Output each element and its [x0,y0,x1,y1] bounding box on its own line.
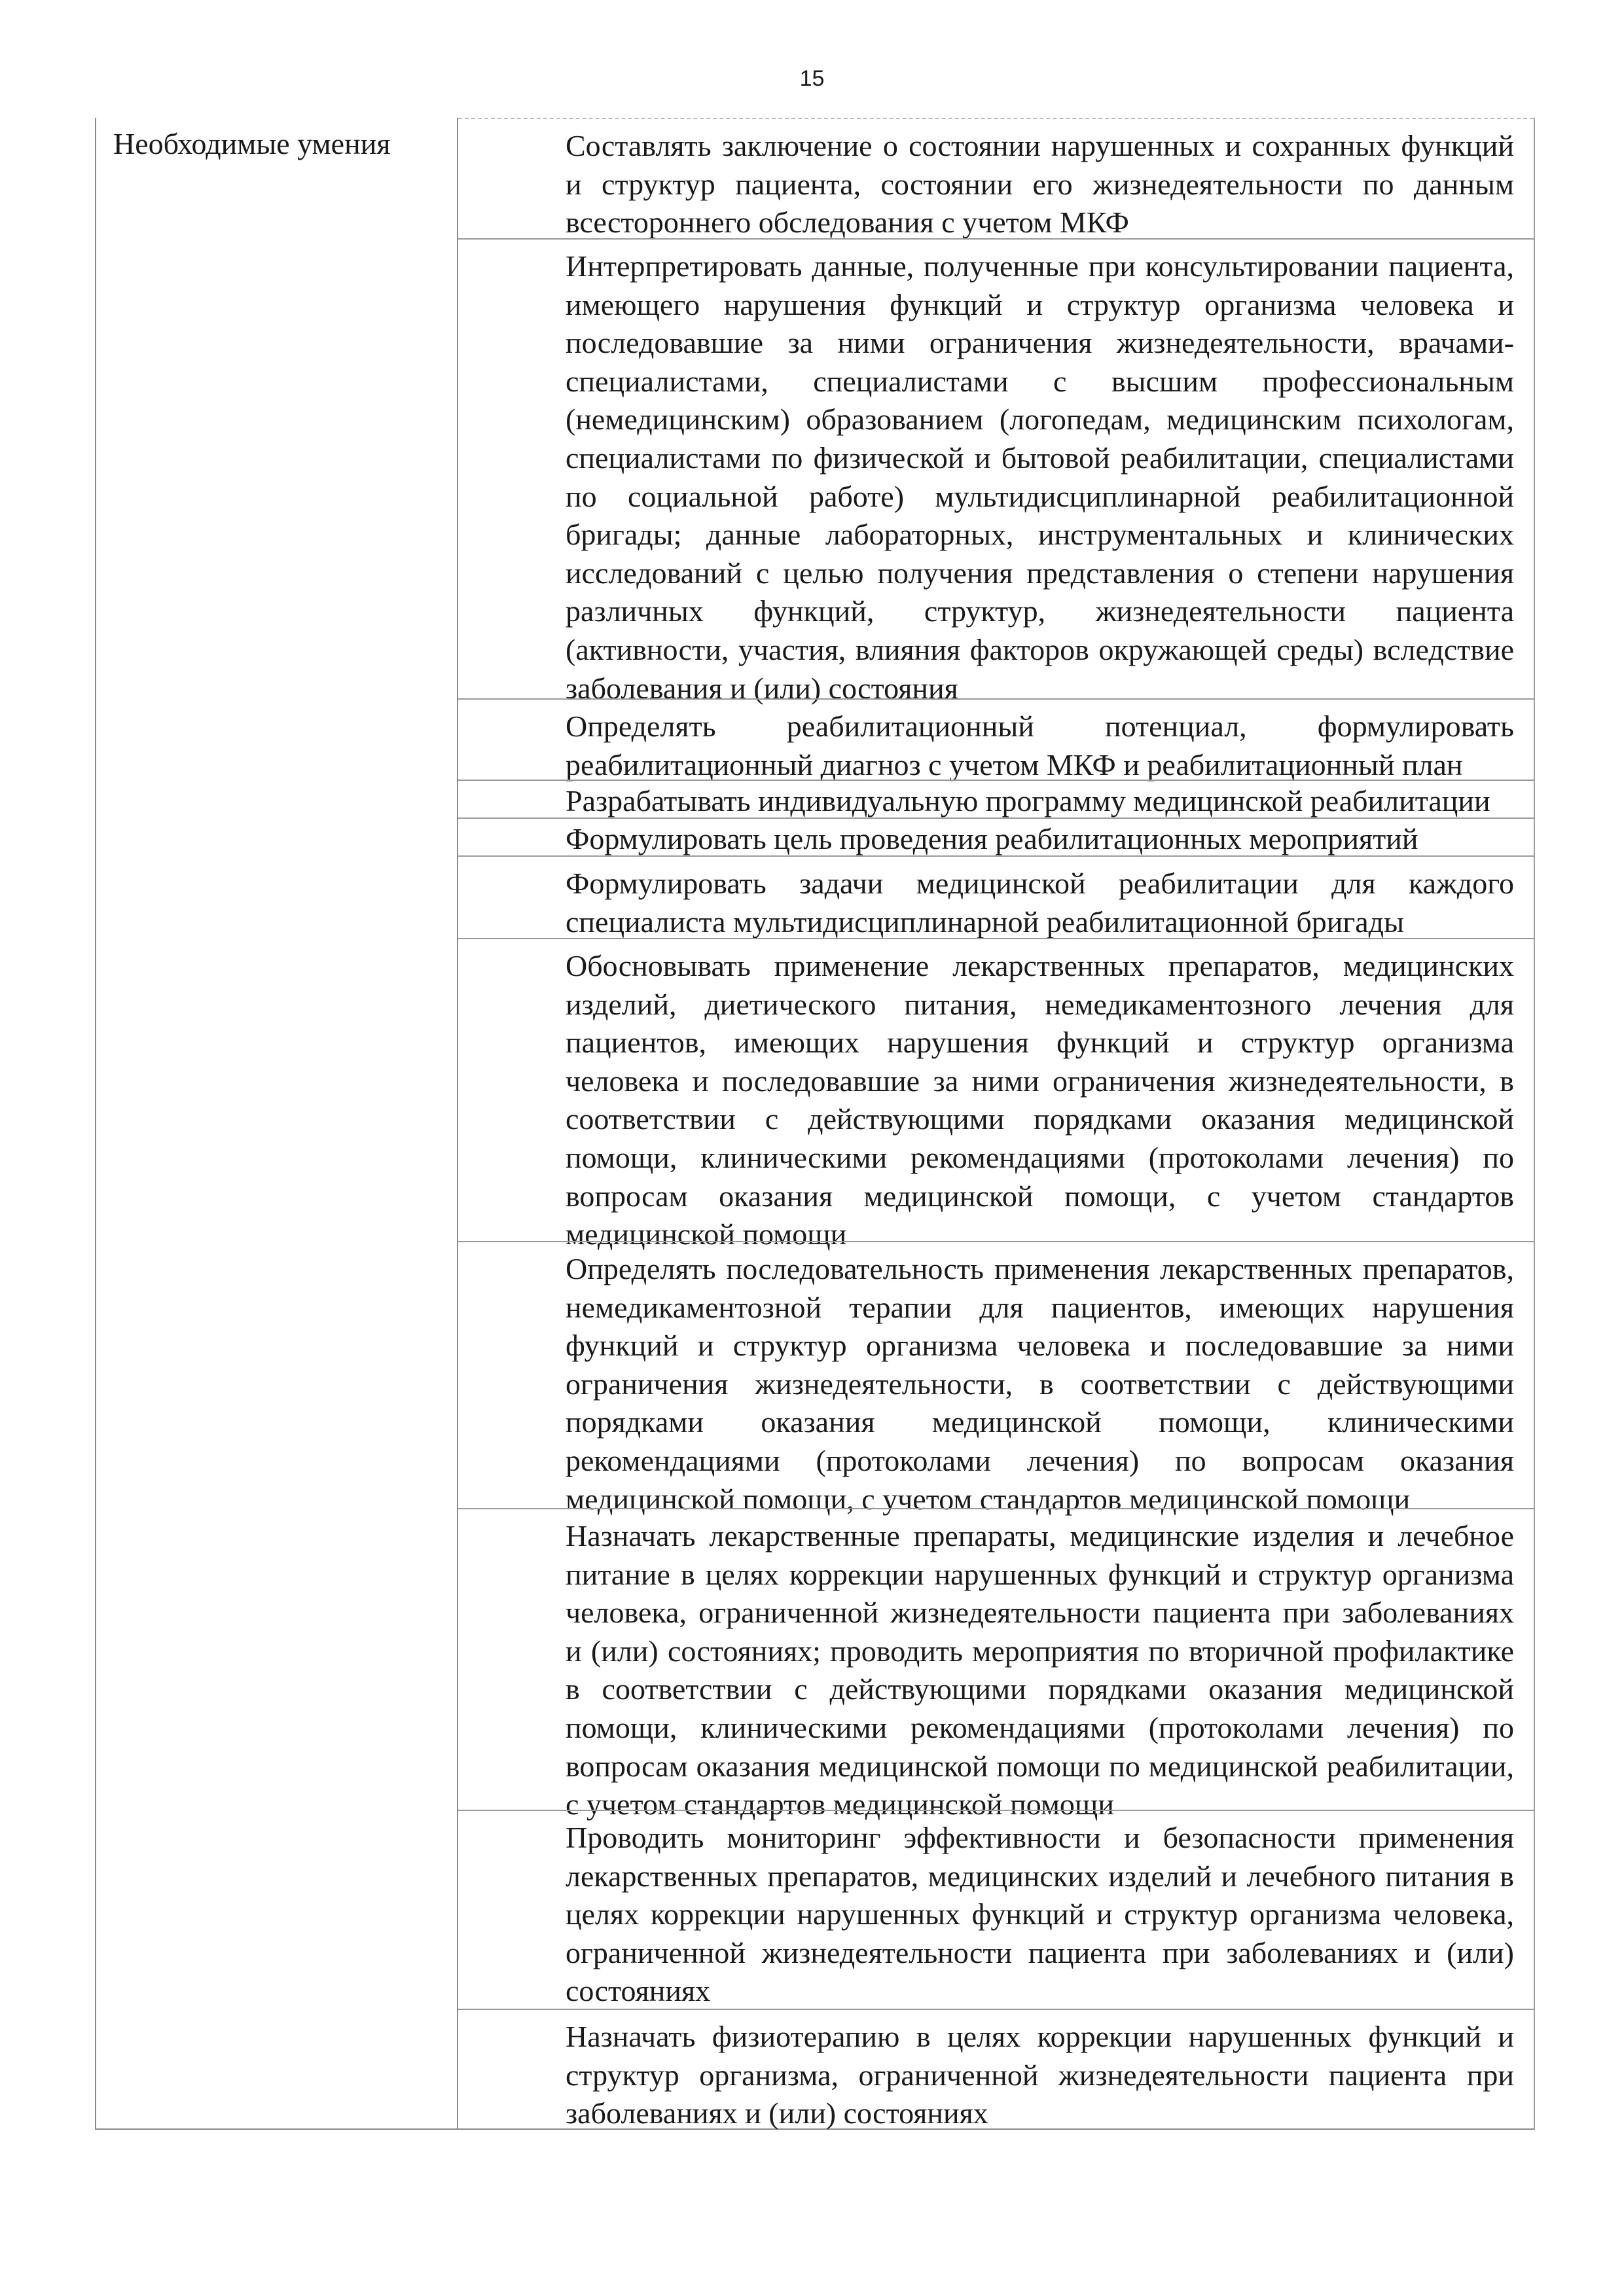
skills-table [95,118,1535,2130]
table-row [458,1508,1534,1821]
table-row [458,238,1534,705]
table-row [458,2009,1534,2128]
table-row [458,118,1534,238]
skill-text: Составлять заключение о состоянии нарушенных и сохранных функций и структур пациента, состоянии его жизнедеятельности по данным всестороннего обследования с учетом МКФ [566,129,1514,240]
table-label: Необходимые умения [113,127,391,160]
skill-text: Назначать физиотерапию в целях коррекции нарушенных функций и структур организма, ограниченной жизнедеятельности пациента при заболеваниях и (или) состояниях [566,2020,1514,2130]
skill-text: Обосновывать применение лекарственных препаратов, медицинских изделий, диетического питания, немедикаментозного лечения для пациентов, имеющих нарушения функций и структур организма человека и последовавшие за ними ограничения жизнедеятельности, в соответствии с действующими порядками оказания медицинской помощи, клиническими рекомендациями (протоколами лечения) по вопросам оказания медицинской помощи, с учетом стандартов медицинской помощи [566,949,1514,1251]
table-row [458,1810,1534,2009]
table-row [458,1241,1534,1516]
table-row [458,938,1534,1251]
skill-text: Разрабатывать индивидуальную программу медицинской реабилитации [566,784,1490,817]
page-number: 15 [799,66,825,91]
table-row [458,780,1534,817]
table-row [458,855,1534,938]
table-row [458,698,1534,780]
skill-text: Определять последовательность применения лекарственных препаратов, немедикаментозной терапии для пациентов, имеющих нарушения функций и структур организма человека и последовавшие за ними ограничения жизнедеятельности, в соответствии с действующими порядками оказания медицинской помощи, клиническими рекомендациями (протоколами лечения) по вопросам оказания медицинской помощи, с учетом стандартов медицинской помощи [566,1252,1514,1516]
table-label-cell [96,118,458,2128]
skill-text: Интерпретировать данные, полученные при консультировании пациента, имеющего нарушения функций и структур организма человека и последовавшие за ними ограничения жизнедеятельности, врачами-специалистами, специалистами с высшим профессиональным (немедицинским) образованием (логопедам, медицинским психологам, специалистами по физической и бытовой реабилитации, специалистами по социальной работе) мультидисциплинарной реабилитационной бригады; данные лабораторных, инструментальных и клинических исследований с целью получения представления о степени нарушения различных функций, структур, жизнедеятельности пациента (активности, участия, влияния факторов окружающей среды) вследствие заболевания и (или) состояния [566,249,1514,705]
skill-text: Проводить мониторинг эффективности и безопасности применения лекарственных препаратов, медицинских изделий и лечебного питания в целях коррекции нарушенных функций и структур организма человека, ограниченной жизнедеятельности пациента при заболеваниях и (или) состояниях [566,1821,1514,2008]
skill-text: Назначать лекарственные препараты, медицинские изделия и лечебное питание в целях коррекции нарушенных функций и структур организма человека, ограниченной жизнедеятельности пациента при заболеваниях и (или) состояниях; проводить мероприятия по вторичной профилактике в соответствии с действующими порядками оказания медицинской помощи, клиническими рекомендациями (протоколами лечения) по вопросам оказания медицинской помощи по медицинской реабилитации, с учетом стандартов медицинской помощи [566,1519,1514,1821]
skills-column [458,118,1534,2128]
skill-text: Формулировать цель проведения реабилитационных мероприятий [566,822,1418,855]
skill-text: Определять реабилитационный потенциал, формулировать реабилитационный диагноз с учетом МКФ и реабилитационный план [566,709,1514,781]
skill-text: Формулировать задачи медицинской реабилитации для каждого специалиста мультидисциплинарной реабилитационной бригады [566,867,1514,939]
table-row [458,817,1534,855]
